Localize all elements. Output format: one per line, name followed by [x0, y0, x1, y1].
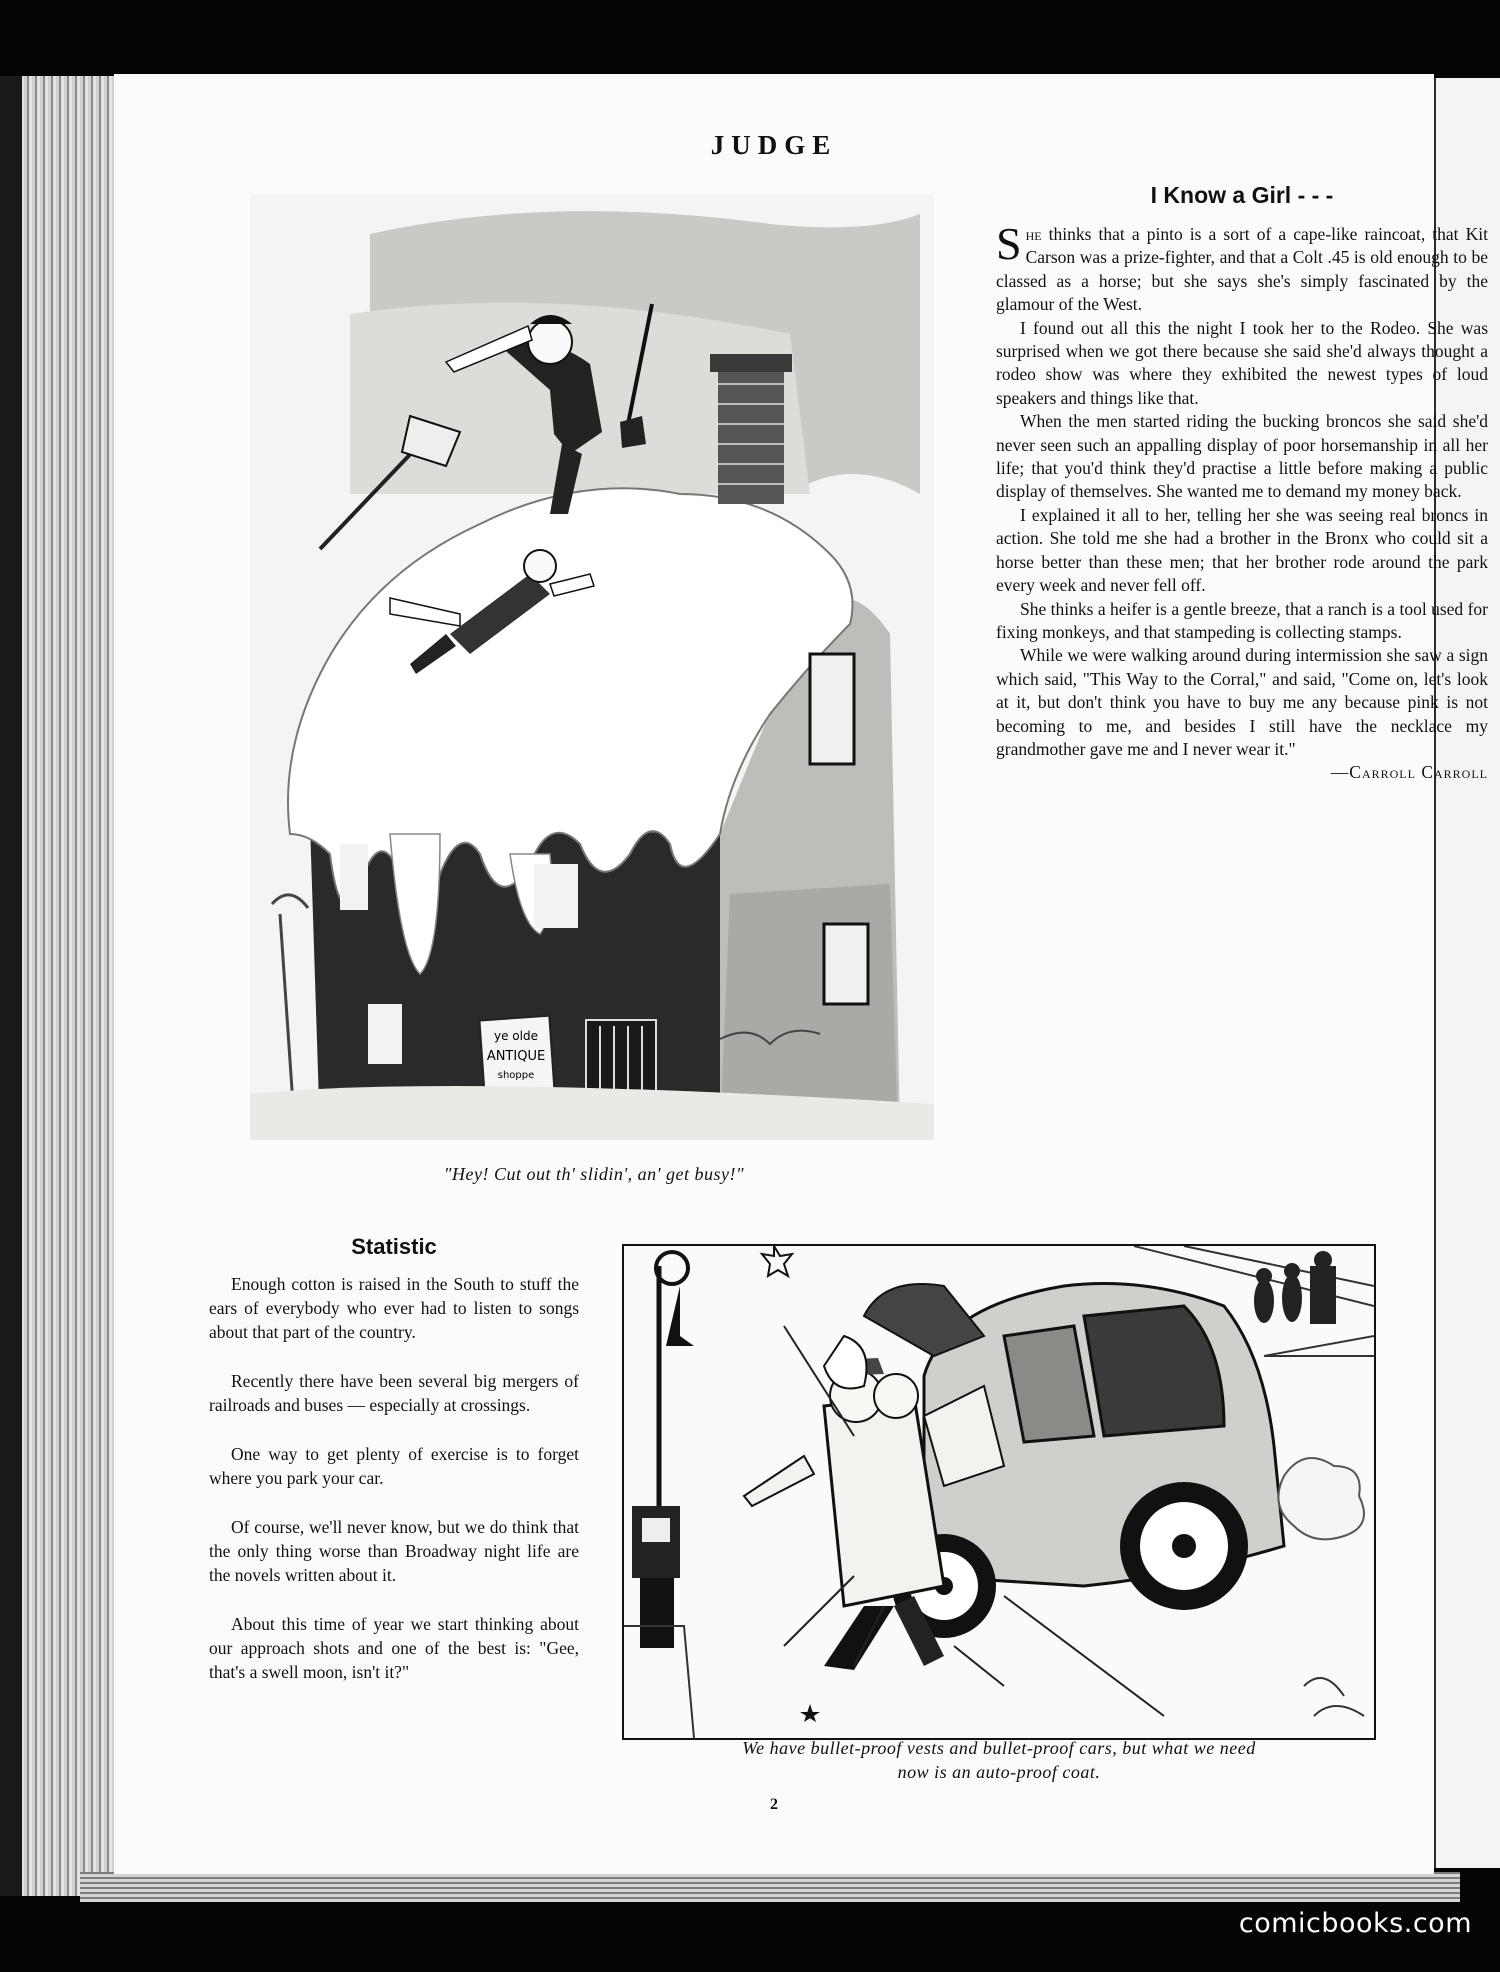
site-watermark: comicbooks.com [1238, 1908, 1472, 1939]
shop-sign-line2: ANTIQUE [486, 1049, 546, 1064]
statistic-title: Statistic [351, 1234, 437, 1259]
cartoon-bottom-caption [614, 1736, 1384, 1784]
statistic-paragraph-1: Enough cotton is raised in the South to stuff the ears of everybody who ever had to listen to songs about that part of the country. [209, 1274, 579, 1342]
shop-sign-line1: ye olde [494, 1029, 538, 1043]
article-title: I Know a Girl - - - [1150, 182, 1334, 208]
article-paragraph-2: I found out all this the night I took her to the Rodeo. She was surprised when we got there because she said she'd always thought a rodeo show was where they exhibited the newest types of loud speakers and things like that. [996, 317, 1488, 408]
statistic-paragraph-4: Of course, we'll never know, but we do think that the only thing worse than Broadway night life are the novels written about it. [209, 1517, 579, 1585]
article-i-know-a-girl [996, 182, 1488, 785]
cartoon-car-crash [622, 1244, 1376, 1740]
cartoon-bottom-caption-line1: We have bullet-proof vests and bullet-proof cars, but what we need [742, 1738, 1256, 1758]
page-number: 2 [770, 1796, 778, 1813]
statistic-paragraph-2: Recently there have been several big mergers of railroads and buses — especially at crossings. [209, 1371, 579, 1415]
article-byline: —Carroll Carroll [1330, 762, 1488, 783]
statistic-paragraph-5: About this time of year we start thinking about our approach shots and one of the best is: "Gee, that's a swell moon, isn't it?" [209, 1614, 579, 1682]
shop-sign [479, 1016, 554, 1097]
article-paragraph-1 [996, 218, 1488, 317]
article-paragraph-6-text: While we were walking around during intermission she saw a sign which said, "This Way to the Corral," and said, "Come on, let's look at it, but don't think you have to buy me any because pink is not becoming to me, and besides I still have the necklace my grandmother gave me and I never wear it." [996, 645, 1488, 759]
cartoon-top-caption: "Hey! Cut out th' slidin', an' get busy!" [443, 1164, 745, 1184]
article-paragraph-6 [996, 644, 1488, 784]
running-head: JUDGE [710, 130, 838, 160]
shop-sign-line3: shoppe [497, 1070, 535, 1081]
magazine-page [114, 74, 1488, 1874]
book-edge-bottom [80, 1872, 1460, 1902]
cartoon-bottom-caption-line2: now is an auto-proof coat. [897, 1762, 1101, 1782]
book-binding-left [0, 76, 118, 1896]
first-word-rest: he [1025, 224, 1042, 244]
article-paragraph-5: She thinks a heifer is a gentle breeze, that a ranch is a tool used for fixing monkeys, and that stampeding is collecting stamps. [996, 598, 1488, 642]
statistic-paragraph-3: One way to get plenty of exercise is to forget where you park your car. [209, 1444, 579, 1488]
article-paragraph-1-text: thinks that a pinto is a sort of a cape-like raincoat, that Kit Carson was a prize-fighter, and that a Colt .45 is old enough to be classed as a horse; but she says she's simply fascinated by the glamour of the West. [996, 224, 1488, 315]
article-paragraph-4: I explained it all to her, telling her she was seeing real broncs in action. She told me she had a brother in the Bronx who could sit a horse better than these men; that her brother rode around the park every week and never fell off. [996, 504, 1488, 596]
statistic-section [209, 1234, 579, 1709]
article-paragraph-3: When the men started riding the bucking broncos she said she'd never seen such an appalling display of poor horsemanship in all her life; that you'd think they'd practise a little before making a public display of themselves. She wanted me to demand my money back. [996, 411, 1488, 502]
cartoon-snowy-roof [250, 194, 934, 1140]
snowy-roof-illustration [250, 194, 934, 1140]
drop-cap: S [996, 218, 1022, 269]
car-crash-illustration [624, 1246, 1374, 1738]
